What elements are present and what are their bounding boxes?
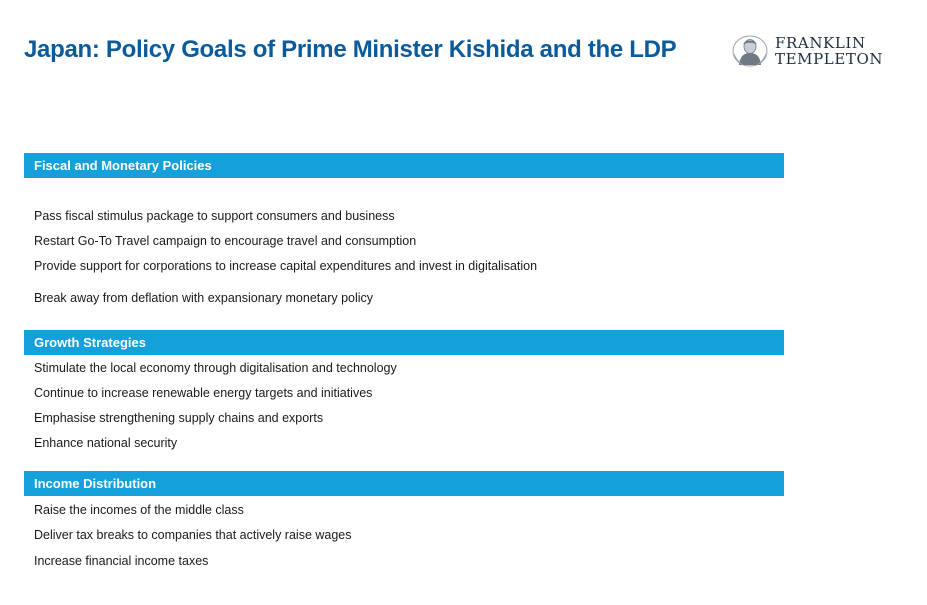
section-header-income-distribution: Income Distribution: [24, 471, 784, 496]
franklin-templeton-logo: [731, 34, 891, 70]
list-item: Stimulate the local economy through digitalisation and technology: [34, 361, 397, 375]
page-title: Japan: Policy Goals of Prime Minister Kishida and the LDP: [24, 36, 677, 63]
logo-line-franklin: FRANKLIN: [775, 34, 866, 52]
list-item: Raise the incomes of the middle class: [34, 503, 244, 517]
list-item: Increase financial income taxes: [34, 554, 209, 568]
list-item: Provide support for corporations to increase capital expenditures and invest in digitalisation: [34, 259, 538, 273]
logo-wordmark: [775, 35, 883, 67]
list-item: Restart Go-To Travel campaign to encourage travel and consumption: [34, 234, 417, 248]
list-item: Continue to increase renewable energy targets and initiatives: [34, 386, 373, 400]
section-header-growth-strategies: Growth Strategies: [24, 330, 784, 355]
list-item: Emphasise strengthening supply chains and exports: [34, 411, 324, 425]
logo-line-templeton: TEMPLETON: [775, 50, 884, 68]
portrait-seal-icon: [731, 34, 769, 68]
list-item: Deliver tax breaks to companies that actively raise wages: [34, 528, 352, 542]
list-item: Enhance national security: [34, 436, 178, 450]
list-item: Break away from deflation with expansionary monetary policy: [34, 291, 374, 305]
section-header-fiscal-monetary: Fiscal and Monetary Policies: [24, 153, 784, 178]
list-item: Pass fiscal stimulus package to support consumers and business: [34, 209, 395, 223]
